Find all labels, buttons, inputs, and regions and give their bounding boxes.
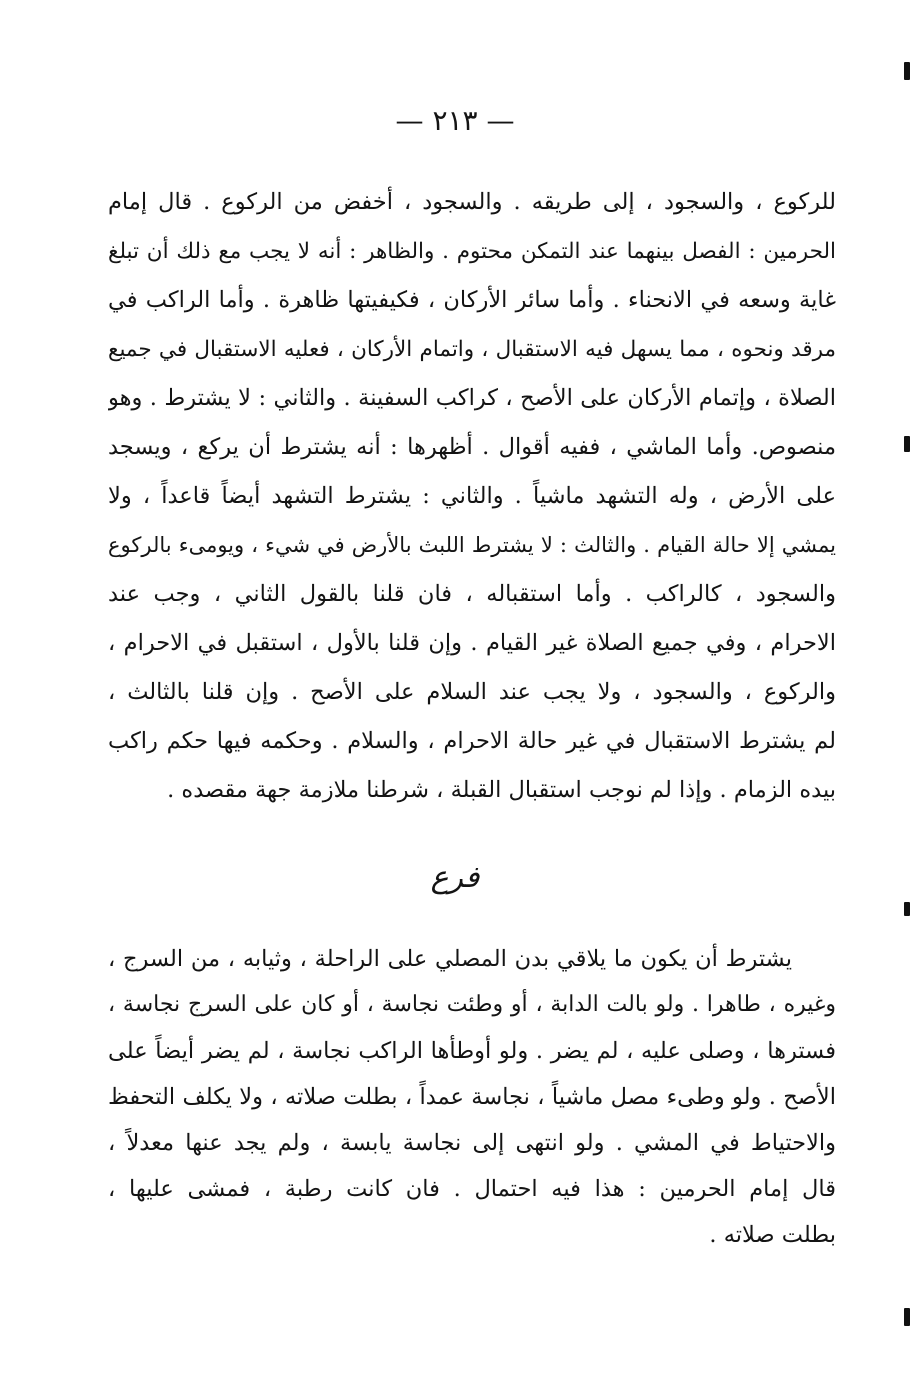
margin-mark xyxy=(904,436,910,452)
text-line: والركوع ، والسجود ، ولا يجب عند السلام على الأصح . وإن قلنا بالثالث ، xyxy=(108,679,836,705)
paragraph-1 xyxy=(108,178,836,815)
text-line: غاية وسعه في الانحناء . وأما سائر الأركان ، فكيفيتها ظاهرة . وأما الراكب في xyxy=(108,287,836,313)
text-line: قال إمام الحرمين : هذا فيه احتمال . فان كانت رطبة ، فمشى عليها ، xyxy=(108,1176,836,1202)
text-line: لم يشترط الاستقبال في غير حالة الاحرام ، والسلام . وحكمه فيها حكم راكب xyxy=(108,728,836,754)
text-line: الحرمين : الفصل بينهما عند التمكن محتوم . والظاهر : أنه لا يجب مع ذلك أن تبلغ xyxy=(108,239,836,264)
section-heading: فرع xyxy=(430,860,480,895)
text-line: بيده الزمام . وإذا لم نوجب استقبال القبلة ، شرطنا ملازمة جهة مقصده . xyxy=(167,777,836,803)
text-line: على الأرض ، وله التشهد ماشياً . والثاني : يشترط التشهد أيضاً قاعداً ، ولا xyxy=(108,483,836,509)
page-number: — ٢١٣ — xyxy=(395,104,515,137)
margin-mark xyxy=(904,902,910,916)
text-line: فسترها ، وصلى عليه ، لم يضر . ولو أوطأها الراكب نجاسة ، لم يضر أيضاً على xyxy=(108,1038,836,1064)
text-line: وغيره ، طاهرا . ولو بالت الدابة ، أو وطئت نجاسة ، أو كان على السرج نجاسة ، xyxy=(108,992,836,1017)
text-line: يمشي إلا حالة القيام . والثالث : لا يشترط اللبث بالأرض في شيء ، ويومىء بالركوع xyxy=(108,533,836,557)
paragraph-2 xyxy=(108,936,836,1258)
text-line: بطلت صلاته . xyxy=(709,1222,836,1248)
text-line: يشترط أن يكون ما يلاقي بدن المصلي على الراحلة ، وثيابه ، من السرج ، xyxy=(108,946,792,972)
margin-mark xyxy=(904,62,910,80)
text-line: الصلاة ، وإتمام الأركان على الأصح ، كراكب السفينة . والثاني : لا يشترط . وهو xyxy=(108,385,836,411)
text-line: والسجود ، كالراكب . وأما استقباله ، فان قلنا بالقول الثاني ، وجب عند xyxy=(108,581,836,607)
margin-mark xyxy=(904,1308,910,1326)
text-line: الأصح . ولو وطىء مصل ماشياً ، نجاسة عمداً ، بطلت صلاته ، ولا يكلف التحفظ xyxy=(108,1084,836,1110)
text-line: للركوع ، والسجود ، إلى طريقه . والسجود ، أخفض من الركوع . قال إمام xyxy=(108,189,836,215)
text-line: الاحرام ، وفي جميع الصلاة غير القيام . وإن قلنا بالأول ، استقبل في الاحرام ، xyxy=(108,630,836,656)
text-line: والاحتياط في المشي . ولو انتهى إلى نجاسة يابسة ، ولم يجد عنها معدلاً ، xyxy=(108,1130,836,1156)
text-line: مرقد ونحوه ، مما يسهل فيه الاستقبال ، واتمام الأركان ، فعليه الاستقبال في جميع xyxy=(108,337,836,362)
text-line: منصوص. وأما الماشي ، ففيه أقوال . أظهرها : أنه يشترط أن يركع ، ويسجد xyxy=(108,434,836,460)
